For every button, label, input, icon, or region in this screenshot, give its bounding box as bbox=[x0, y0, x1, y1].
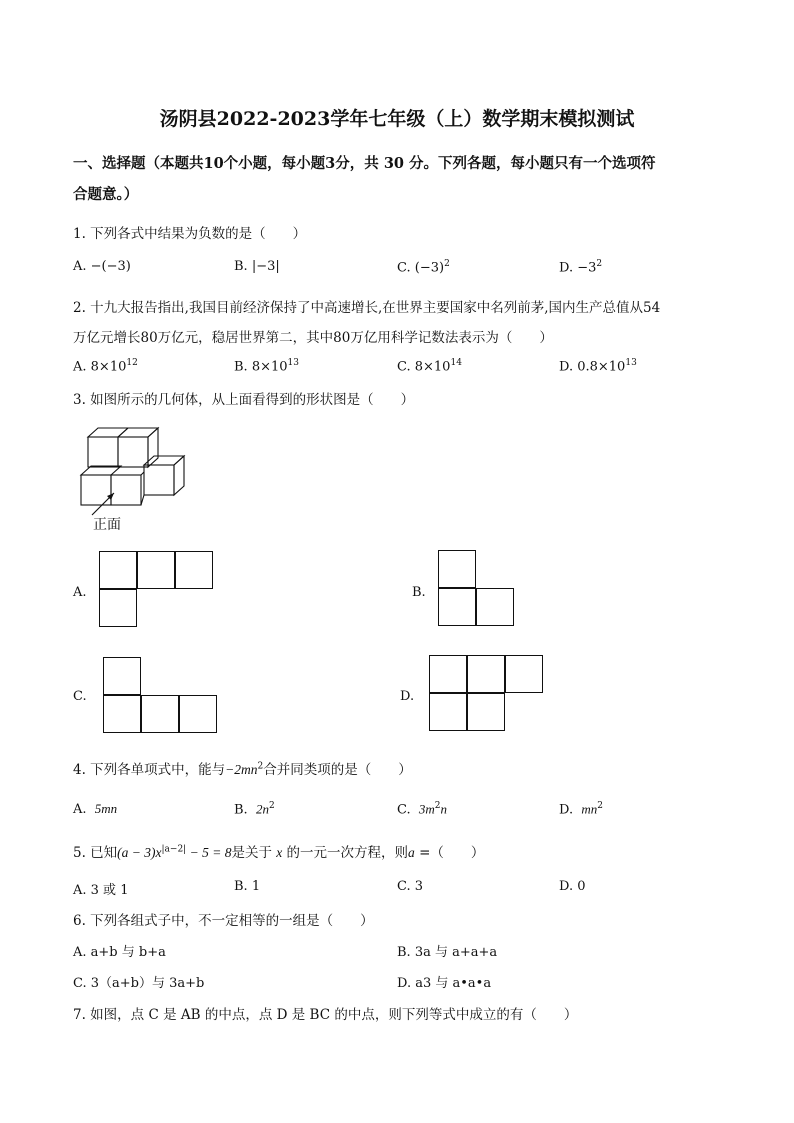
question-1-stem: 1. 下列各式中结果为负数的是（ ） bbox=[73, 226, 307, 242]
q6-option-c: C. 3（a+b）与 3a+b bbox=[73, 976, 205, 991]
section-heading-line1: 一、选择题（本题共10个小题，每小题3分，共 30 分。下列各题，每小题只有一个选项符 bbox=[73, 155, 656, 172]
page-title: 汤阴县2022-2023学年七年级（上）数学期末模拟测试 bbox=[159, 108, 635, 130]
question-3-stem: 3. 如图所示的几何体，从上面看得到的形状图是（ ） bbox=[73, 392, 415, 408]
section-heading-line2: 合题意。） bbox=[73, 186, 139, 203]
q2-option-d: D. $0.8\times 10^{13}$ bbox=[559, 358, 637, 375]
q3-option-d-label: D. bbox=[400, 689, 415, 704]
q5-option-c: C. 3 bbox=[397, 879, 424, 894]
question-6-stem: 6. 下列各组式子中，不一定相等的一组是（ ） bbox=[73, 913, 374, 929]
q4-option-a: A. 5mn bbox=[73, 801, 118, 817]
q2-option-b: B. $8\times 10^{13}$ bbox=[234, 358, 299, 375]
q6-option-b: B. 3a 与 a+a+a bbox=[397, 945, 498, 960]
q3-option-c-label: C. bbox=[73, 689, 87, 704]
q5-option-a: A. 3 或 1 bbox=[73, 883, 129, 898]
q2-option-c: C. $8\times 10^{14}$ bbox=[397, 358, 462, 375]
q1-option-b: B. |−3| bbox=[234, 259, 280, 274]
question-4-stem: 4. 下列各单项式中，能与$-2mn^2$合并同类项的是（ ） bbox=[73, 761, 412, 778]
question-2-stem-line1: 2. 十九大报告指出,我国目前经济保持了中高速增长,在世界主要国家中名列前茅,国内生产总值从54 bbox=[73, 300, 661, 316]
q3-front-label: 正面 bbox=[93, 517, 121, 533]
q4-option-d: D. $mn^2$ bbox=[559, 801, 603, 818]
q4-option-c: C. $3m^2n$ bbox=[397, 801, 448, 818]
q5-option-d: D. 0 bbox=[559, 879, 586, 894]
q6-option-d: D. a3 与 a•a•a bbox=[397, 976, 492, 991]
q3-option-a-label: A. bbox=[73, 585, 87, 600]
q5-option-b: B. 1 bbox=[234, 879, 261, 894]
question-7-stem: 7. 如图，点 C 是 AB 的中点，点 D 是 BC 的中点，则下列等式中成立的有（ ） bbox=[73, 1007, 578, 1023]
question-2-stem-line2: 万亿元增长80万亿元，稳居世界第二，其中80万亿用科学记数法表示为（ ） bbox=[73, 330, 553, 346]
q3-option-b-label: B. bbox=[412, 585, 426, 600]
q1-option-a: A. −(−3) bbox=[73, 259, 131, 274]
q1-option-d: D. $-3^2$ bbox=[559, 259, 603, 276]
q4-option-b: B. $2n^2$ bbox=[234, 801, 275, 818]
q1-option-c: C. $(-3)^2$ bbox=[397, 259, 450, 276]
q2-option-a: A. $8\times 10^{12}$ bbox=[73, 358, 138, 375]
question-5-stem: 5. 已知$(a - 3)x^{|a-2|} - 5 = 8$是关于 x 的一元一次方程，则a =（ ） bbox=[73, 844, 485, 861]
q6-option-a: A. a+b 与 b+a bbox=[73, 945, 166, 960]
